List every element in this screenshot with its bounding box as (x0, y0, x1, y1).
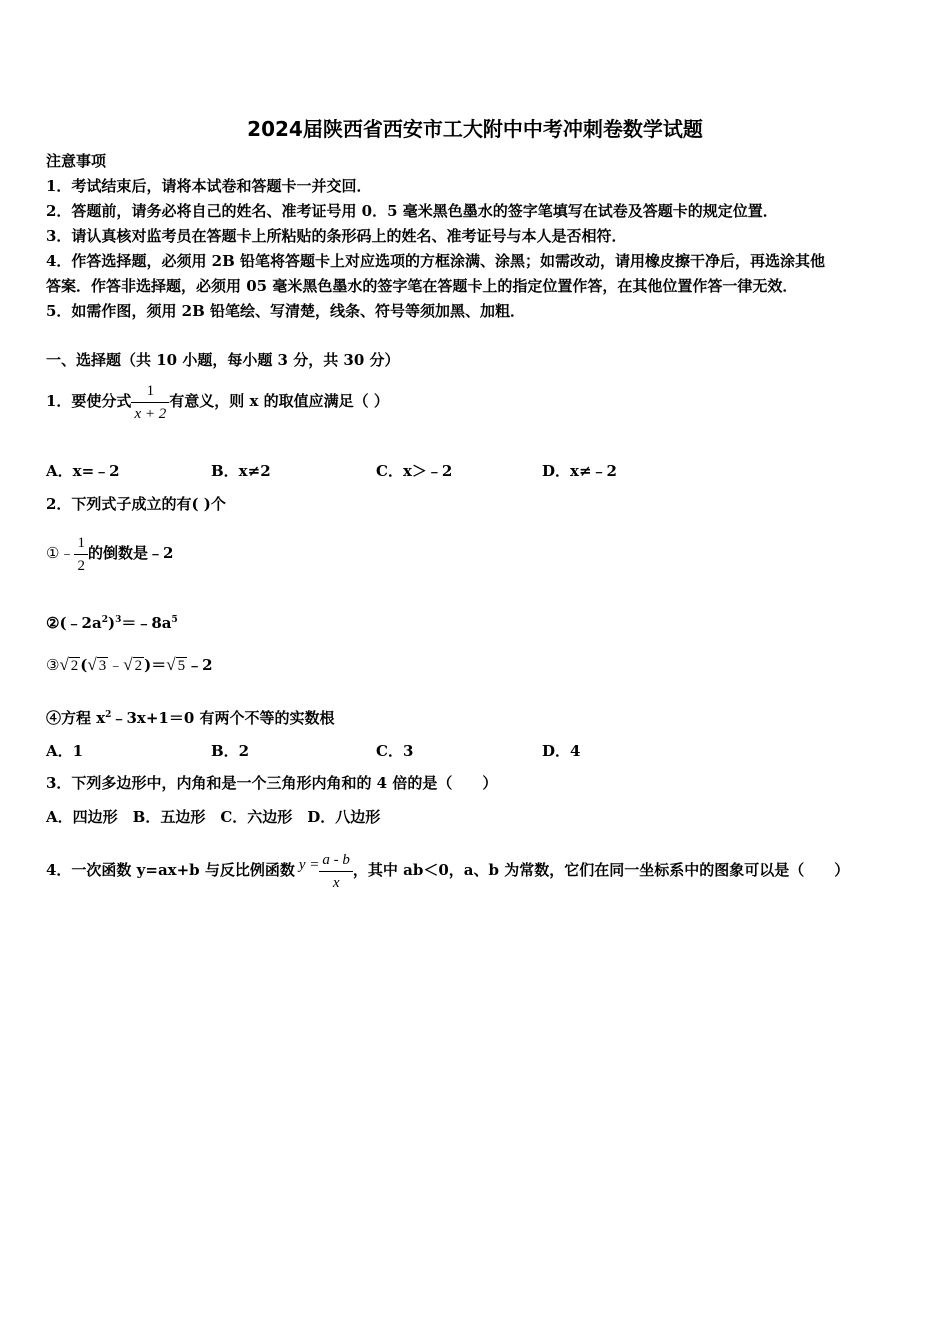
q1-option-a: A．x=﹣2 (46, 462, 120, 480)
q4-frac-den: x (332, 874, 340, 891)
q2-s1-suffix: 的倒数是﹣2 (87, 544, 174, 562)
q4-func-lhs: y = (298, 857, 320, 873)
q1-frac-num: 1 (131, 380, 169, 403)
q2-s3-tail: ﹣2 (187, 656, 213, 674)
q2-statement-2 (46, 610, 178, 633)
question-3: 3．下列多边形中，内角和是一个三角形内角和的 4 倍的是（ ） (46, 774, 498, 792)
q1-suffix: 有意义，则 x 的取值应满足（ ） (169, 392, 389, 410)
q2-s3-marker: ③ (46, 656, 60, 674)
q2-option-d: D．4 (542, 742, 581, 760)
q2-option-c: C．3 (376, 742, 414, 760)
question-1 (46, 378, 389, 425)
q2-s1-fraction (74, 532, 88, 577)
q1-option-c: C．x＞﹣2 (376, 462, 453, 480)
notice-item-5: 5．如需作图，须用 2B 铅笔绘、写清楚，线条、符号等须加黑、加粗． (46, 302, 525, 320)
q3-options: A．四边形 B．五边形 C．六边形 D．八边形 (46, 808, 381, 826)
q2-s2-exp: 5 (171, 615, 178, 625)
q2-s4-exp: 2 (105, 710, 112, 720)
q1-option-b: B．x≠2 (211, 462, 271, 480)
q1-option-d: D．x≠﹣2 (542, 462, 617, 480)
q4-prefix: 4．一次函数 y=ax+b 与反比例函数 (46, 861, 295, 879)
q2-s2-exp: 3 (115, 615, 122, 625)
notice-item-4: 4．作答选择题，必须用 2B 铅笔将答题卡上对应选项的方框涂满、涂黑；如需改动，请用橡皮擦干净后，再选涂其他 (46, 252, 826, 270)
q2-s3-close: )＝ (144, 656, 167, 674)
sqrt-symbol: √ 2 (123, 655, 143, 674)
question-4 (46, 842, 849, 894)
q4-suffix: ，其中 ab＜0，a、b 为常数，它们在同一坐标系中的图象可以是（ ） (352, 861, 850, 879)
notice-item-1: 1．考试结束后，请将本试卷和答题卡一并交回． (46, 177, 372, 195)
notice-item-3: 3．请认真核对监考员在答题卡上所粘贴的条形码上的姓名、准考证号与本人是否相符． (46, 227, 627, 245)
sqrt-symbol: √ 3 (87, 655, 107, 674)
q1-prefix: 1．要使分式 (46, 392, 132, 410)
q2-statement-4 (46, 705, 334, 728)
q2-s1-prefix: ①﹣ (46, 544, 75, 562)
notice-item-2: 2．答题前，请务必将自己的姓名、准考证号用 0．5 毫米黑色墨水的签字笔填写在试卷及答题卡的规定位置． (46, 202, 778, 220)
q2-s2-part: ②(﹣2a (46, 614, 102, 632)
q4-frac-num: a - b (319, 849, 353, 872)
q4-fraction (319, 849, 353, 894)
page-title: 2024届陕西省西安市工大附中中考冲刺卷数学试题 (247, 117, 703, 141)
q2-statement-1 (46, 530, 173, 577)
q2-s4-part: ④方程 x (46, 709, 106, 727)
sqrt-symbol: √ 5 (166, 655, 186, 674)
q2-s1-num: 1 (74, 532, 88, 555)
q2-s3-minus: ﹣ (108, 656, 124, 674)
q2-s1-den: 2 (77, 557, 85, 574)
notice-item-4-cont: 答案．作答非选择题，必须用 05 毫米黑色墨水的签字笔在答题卡上的指定位置作答，在其他位置作答一律无效． (46, 277, 798, 295)
q2-s2-exp: 2 (101, 615, 108, 625)
sqrt-symbol: √ 2 (59, 655, 79, 674)
section-heading: 一、选择题（共 10 小题，每小题 3 分，共 30 分） (46, 351, 400, 369)
q2-s3-paren: ( (80, 656, 88, 674)
q2-option-a: A．1 (46, 742, 84, 760)
q2-option-b: B．2 (211, 742, 250, 760)
notice-heading: 注意事项 (46, 152, 107, 170)
q1-fraction (131, 380, 169, 425)
q2-s4-part: ﹣3x+1＝0 有两个不等的实数根 (111, 709, 335, 727)
question-2: 2．下列式子成立的有( )个 (46, 495, 226, 513)
q2-statement-3 (46, 652, 213, 679)
q2-s2-part: ＝﹣8a (121, 614, 172, 632)
q1-frac-den: x + 2 (134, 405, 167, 422)
q2-s2-part: ) (107, 614, 116, 632)
